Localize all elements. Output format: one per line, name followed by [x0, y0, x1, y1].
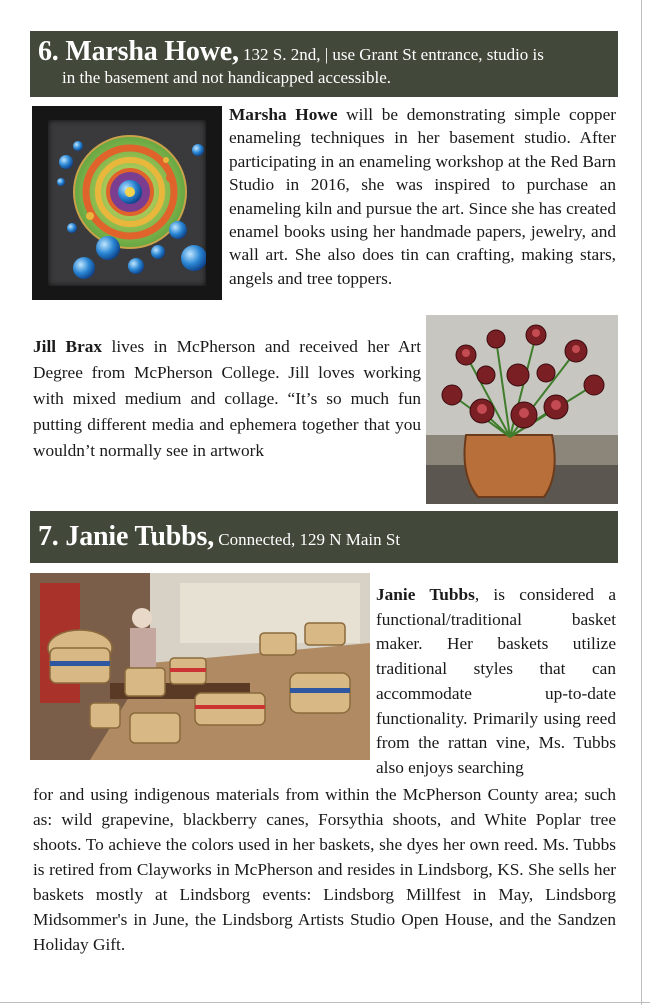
section-7-banner — [30, 511, 618, 563]
enamel-artwork-image — [32, 106, 222, 300]
basket-shop-graphic — [30, 573, 370, 760]
janie-tubbs-bio-top — [376, 583, 616, 781]
section-6-address-line1: 132 S. 2nd, | use Grant St entrance, studio is — [238, 45, 544, 64]
page-edge-right — [641, 0, 642, 1005]
section-6-title: 6. Marsha Howe, — [38, 36, 239, 67]
jill-brax-bio-text: lives in McPherson and received her Art Degree from McPherson College. Jill loves working with mixed medium and collage. “It’s so much fun putting different media and ephemera together that you wouldn’t normally see in artwork — [33, 337, 421, 460]
janie-tubbs-bio-bottom: for and using indigenous materials from within the McPherson County area; such as: wild grapevine, blackberry canes, Forsythia shoots, and White Poplar tree shoots. To achieve the colors used in her baskets, she dyes her own reed. Ms. Tubbs is retired from Clayworks in McPherson and resides in Lindsborg, KS. She sells her baskets mostly at Lindsborg events: Lindsborg Millfest in May, Lindsborg Midsommer's in June, the Lindsborg Artists Studio Open House, and the Sandzen Holiday Gift. — [33, 785, 616, 954]
flower-painting-graphic — [426, 315, 618, 504]
enamel-artwork-graphic — [48, 120, 206, 286]
janie-tubbs-bio-text-top: , is considered a functional/traditional basket maker. Her baskets utilize traditional styles that can accommodate up-to-date functionality. Primarily using reed from the rattan vine, Ms. Tubbs also enjoys searching — [376, 585, 616, 777]
janie-tubbs-name: Janie Tubbs — [376, 585, 475, 604]
basket-shop-photo — [30, 573, 370, 760]
marsha-howe-bio — [229, 103, 616, 290]
section-6-address-line2: in the basement and not handicapped accessible. — [62, 68, 392, 87]
flower-painting-image — [426, 315, 618, 504]
jill-brax-bio — [33, 334, 421, 464]
section-7-subtitle: Connected, 129 N Main St — [214, 530, 401, 549]
section-7-title: 7. Janie Tubbs, — [38, 521, 214, 552]
section-6-banner — [30, 31, 618, 97]
marsha-howe-name: Marsha Howe — [229, 105, 338, 124]
jill-brax-name: Jill Brax — [33, 337, 103, 356]
page-edge-bottom — [0, 1002, 650, 1003]
marsha-howe-bio-text: will be demonstrating simple copper enameling techniques in her basement studio. After participating in an enameling workshop at the Red Barn Studio in 2016, she was inspired to purchase an enameling kiln and pursue the art. Since she has created enamel books using her handmade papers, jewelry, and wall art. She also does tin can crafting, making stars, angels and tree toppers. — [229, 105, 616, 288]
